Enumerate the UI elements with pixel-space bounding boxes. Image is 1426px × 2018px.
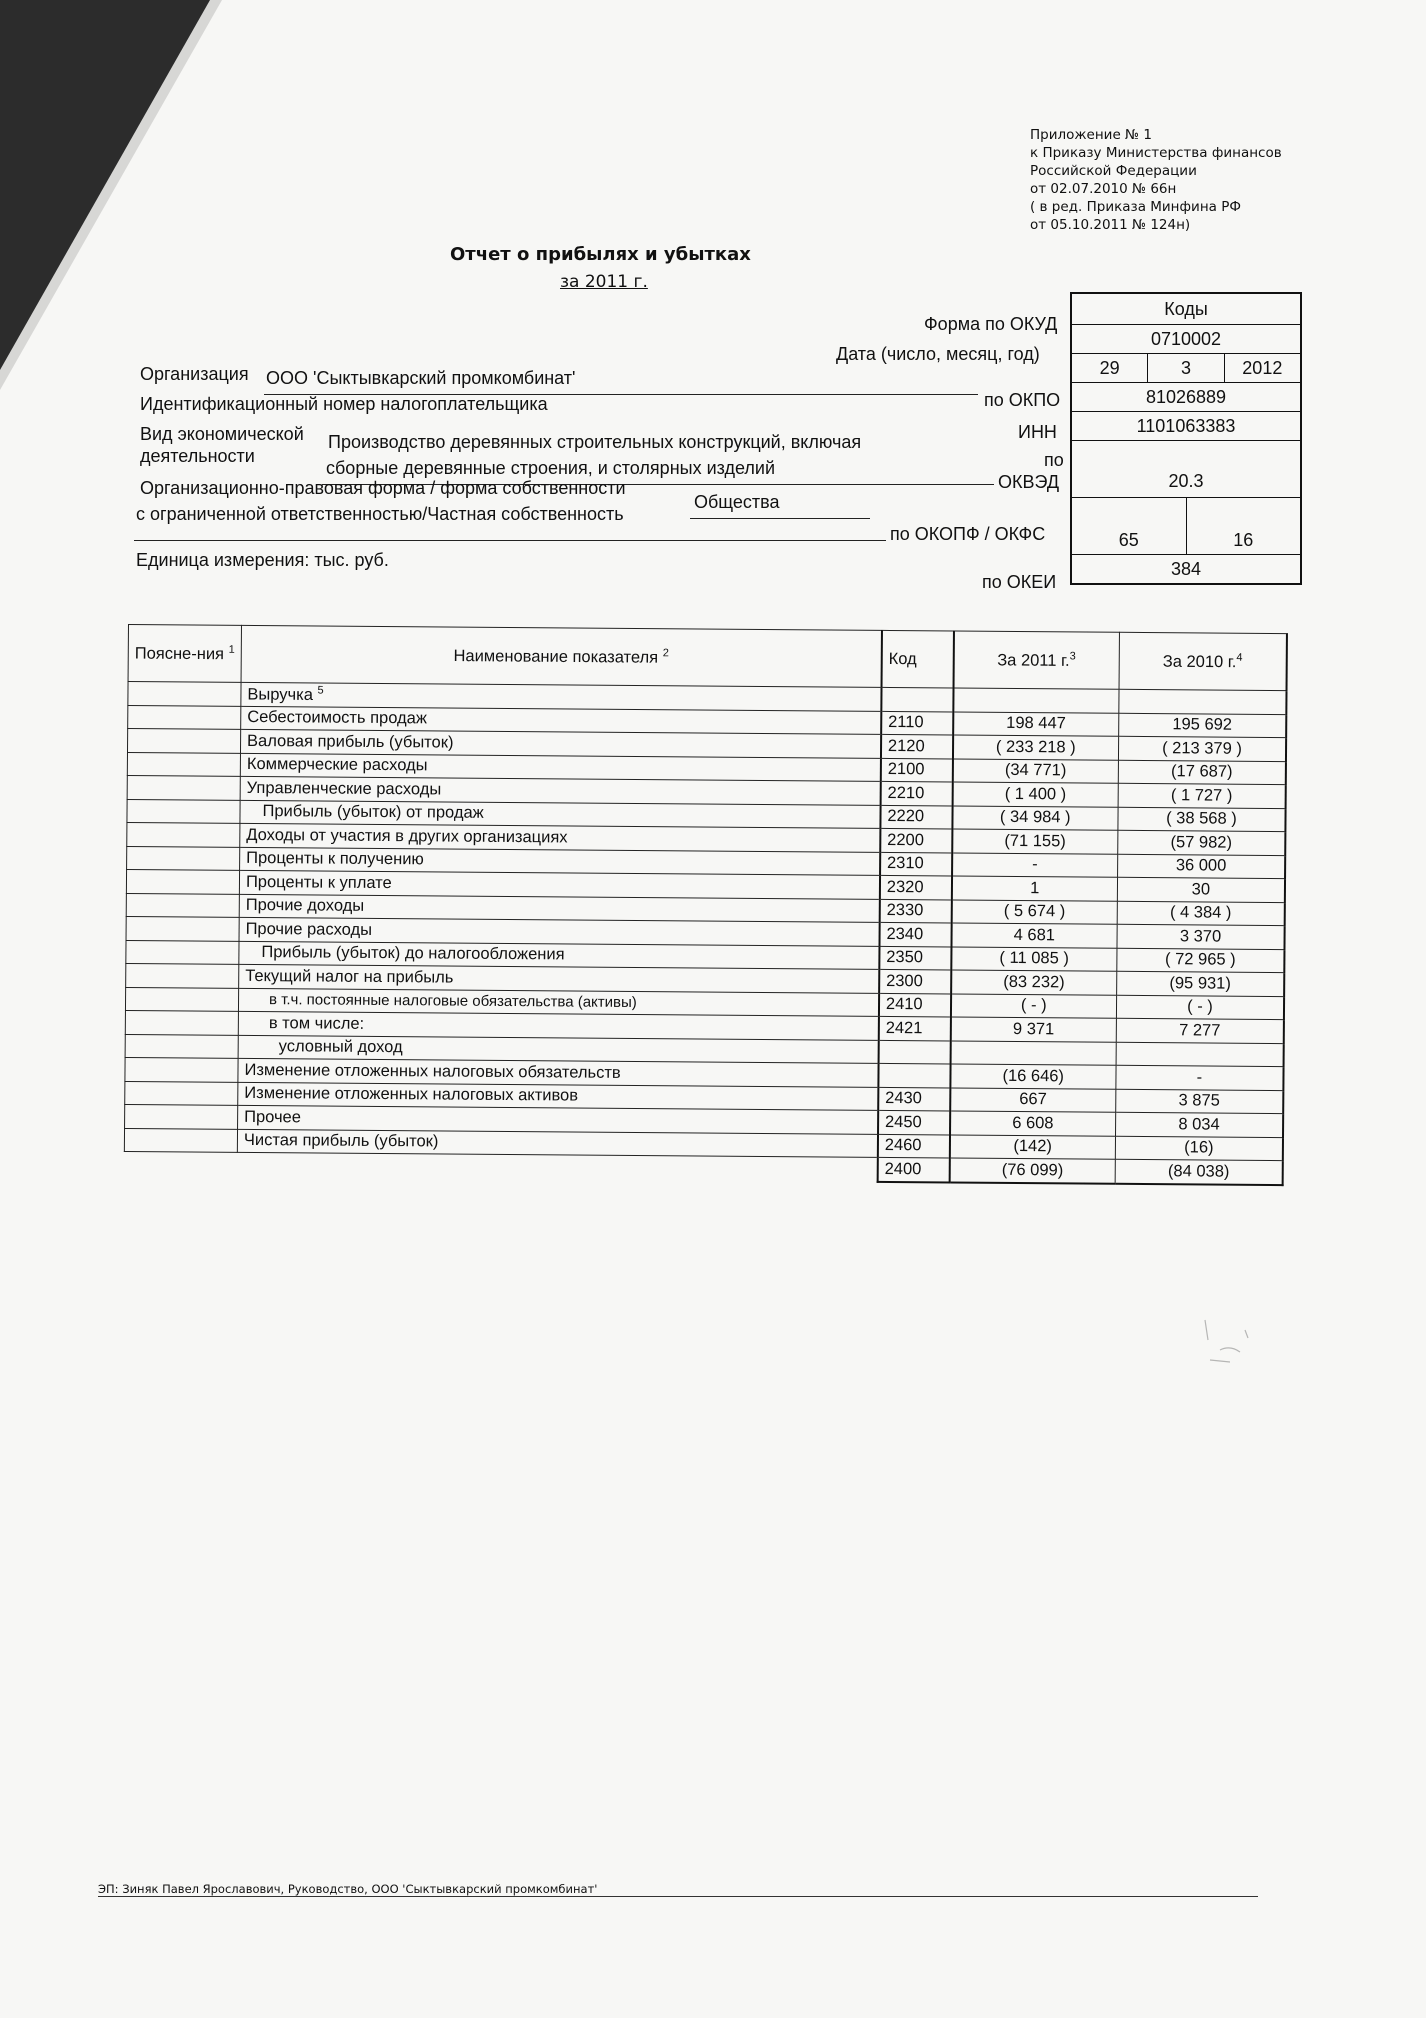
table-row: Доходы от участия в других организациях 2200 (71 155) (57 982) (127, 822, 1286, 855)
report-period: за 2011 г. (560, 272, 648, 292)
table-row: в т.ч. постоянные налоговые обязательства (активы) 2410 ( - ) ( - ) (125, 987, 1284, 1020)
table-row: Прибыль (убыток) до налогообложения 2350 ( 11 085 ) ( 72 965 ) (126, 940, 1285, 973)
inn-label-text: Идентификационный номер налогоплательщика (140, 394, 548, 414)
legal-form-label: Организационно-правовая форма / форма собственности (140, 478, 626, 498)
date-day: 29 (1099, 358, 1120, 378)
table-row: в том числе: 2421 9 371 7 277 (125, 1010, 1284, 1043)
okud-label: Форма по ОКУД (924, 314, 1058, 334)
inn-code: 1101063383 (1072, 411, 1300, 440)
unit-label: Единица измерения: тыс. руб. (136, 550, 389, 570)
okopf-okfs-code (1072, 497, 1300, 554)
okud-code: 0710002 (1072, 324, 1300, 353)
table-row: Чистая прибыль (убыток) 2460 (142) (16) (124, 1128, 1283, 1161)
appendix-line: от 05.10.2011 № 124н) (1030, 217, 1191, 233)
okei-label: по ОКЕИ (982, 572, 1057, 592)
appendix-note (1030, 126, 1282, 234)
table-row: Коммерческие расходы 2100 (34 771) (17 687) (127, 752, 1286, 785)
org-label: Организация (140, 364, 249, 384)
okfs-code: 16 (1186, 498, 1301, 554)
scan-corner (0, 0, 210, 370)
appendix-line: Российской Федерации (1030, 163, 1197, 179)
activity-value: Производство деревянных строительных конструкций, включая (328, 432, 862, 452)
income-statement-table (124, 624, 1288, 1186)
okopf-code: 65 (1118, 530, 1139, 550)
table-row: Изменение отложенных налоговых обязательств (16 646) - (125, 1057, 1284, 1090)
table-row: Прочие расходы 2340 4 681 3 370 (126, 916, 1285, 949)
appendix-line: от 02.07.2010 № 66н (1030, 181, 1177, 197)
table-row: условный доход (125, 1034, 1284, 1067)
org-value: ООО 'Сыктывкарский промкомбинат' (266, 368, 576, 388)
legal-form-value: с ограниченной ответственностью/Частная собственность (136, 504, 624, 524)
okei-code: 384 (1072, 554, 1300, 583)
col-name-header: Наименование показателя $^2$ (241, 625, 882, 687)
date-label: Дата (число, месяц, год) (836, 344, 1040, 364)
codes-title: Коды (1164, 299, 1208, 319)
signature-line (98, 1896, 1258, 1897)
col-code-header: Код (881, 630, 953, 688)
col-2010-header: За 2010 г.$^4$ (1119, 632, 1287, 690)
col-2011-header: За 2011 г.$^3$ (953, 631, 1119, 689)
appendix-line: ( в ред. Приказа Минфина РФ (1030, 199, 1241, 215)
okopf-label: по ОКОПФ / ОКФС (890, 524, 1046, 544)
table-header-row (128, 625, 1287, 691)
table-row: Прочее 2450 6 608 8 034 (125, 1104, 1284, 1137)
activity-label: Вид экономической (140, 424, 304, 444)
appendix-line: к Приказу Министерства финансов (1030, 145, 1282, 161)
date-code (1072, 353, 1300, 382)
table-row: Изменение отложенных налоговых активов 2430 667 3 875 (125, 1081, 1284, 1114)
activity-label: деятельности (140, 446, 255, 466)
table-row: Выручка $^5$ (128, 682, 1287, 715)
inn-label: ИНН (1018, 422, 1057, 442)
legal-form-underline (690, 518, 870, 519)
legal-form-value: Общества (694, 492, 780, 512)
activity-value: сборные деревянные строения, и столярных изделий (326, 458, 776, 478)
table-row: Себестоимость продаж 2110 198 447 195 692 (128, 705, 1287, 738)
date-month: 3 (1147, 354, 1223, 382)
table-row: Прибыль (убыток) от продаж 2220 ( 34 984 ) ( 38 568 ) (127, 799, 1286, 832)
okved-label: по (1044, 450, 1064, 470)
table-row: Проценты к уплате 2320 1 30 (126, 869, 1285, 902)
okved-label: ОКВЭД (998, 472, 1060, 492)
table-row: Валовая прибыль (убыток) 2120 ( 233 218 ) ( 213 379 ) (127, 729, 1286, 762)
okpo-label: по ОКПО (984, 390, 1061, 410)
table-row: Текущий налог на прибыль 2300 (83 232) (95 931) (126, 963, 1285, 996)
ink-mark (1200, 1310, 1260, 1370)
table-row: Проценты к получению 2310 - 36 000 (127, 846, 1286, 879)
col-note-header: Поясне-ния $^1$ (128, 625, 241, 683)
okved-code: 20.3 (1072, 440, 1300, 497)
legal-form-underline (134, 540, 886, 541)
electronic-signature: ЭП: Зиняк Павел Ярославович, Руководство, ООО 'Сыктывкарский промкомбинат' (98, 1882, 598, 1896)
date-year: 2012 (1224, 354, 1300, 382)
table-row: 2400 (76 099) (84 038) (124, 1151, 1283, 1184)
appendix-line: Приложение № 1 (1030, 127, 1152, 143)
okpo-code: 81026889 (1072, 382, 1300, 411)
table-row: Управленческие расходы 2210 ( 1 400 ) ( 1 727 ) (127, 775, 1286, 808)
report-title: Отчет о прибылях и убытках (450, 244, 751, 265)
codes-box (1070, 292, 1302, 585)
table-row: Прочие доходы 2330 ( 5 674 ) ( 4 384 ) (126, 893, 1285, 926)
